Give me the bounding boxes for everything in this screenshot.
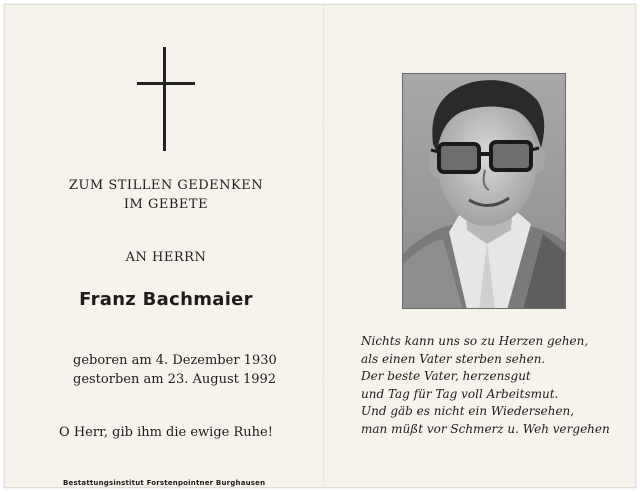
poem-line: Nichts kann uns so zu Herzen gehen, <box>361 334 589 348</box>
birth-date: geboren am 4. Dezember 1930 <box>73 353 277 368</box>
poem-line: Der beste Vater, herzensgut <box>361 369 531 383</box>
prayer-line: O Herr, gib ihm die ewige Ruhe! <box>59 425 273 440</box>
deceased-name: Franz Bachmaier <box>79 289 253 310</box>
heading-line-2: IM GEBETE <box>123 197 209 212</box>
heading-line-1: ZUM STILLEN GEDENKEN <box>68 178 264 193</box>
cross-icon <box>163 47 166 151</box>
portrait-photo <box>402 73 566 309</box>
cross-icon-crossbar <box>137 82 195 85</box>
poem-line: Und gäb es nicht ein Wiedersehen, <box>361 404 575 418</box>
poem-line: und Tag für Tag voll Arbeitsmut. <box>361 386 559 401</box>
card-fold <box>323 5 325 487</box>
poem-line: als einen Vater sterben sehen. <box>361 351 546 366</box>
portrait-illustration <box>403 74 566 309</box>
poem <box>361 333 631 438</box>
funeral-home: Bestattungsinstitut Forstenpointner Burghausen <box>63 479 266 487</box>
memorial-card <box>4 4 636 488</box>
death-date: gestorben am 23. August 1992 <box>73 372 277 387</box>
poem-line: man müßt vor Schmerz u. Weh vergehen <box>361 421 610 436</box>
salutation: AN HERRN <box>125 250 207 265</box>
